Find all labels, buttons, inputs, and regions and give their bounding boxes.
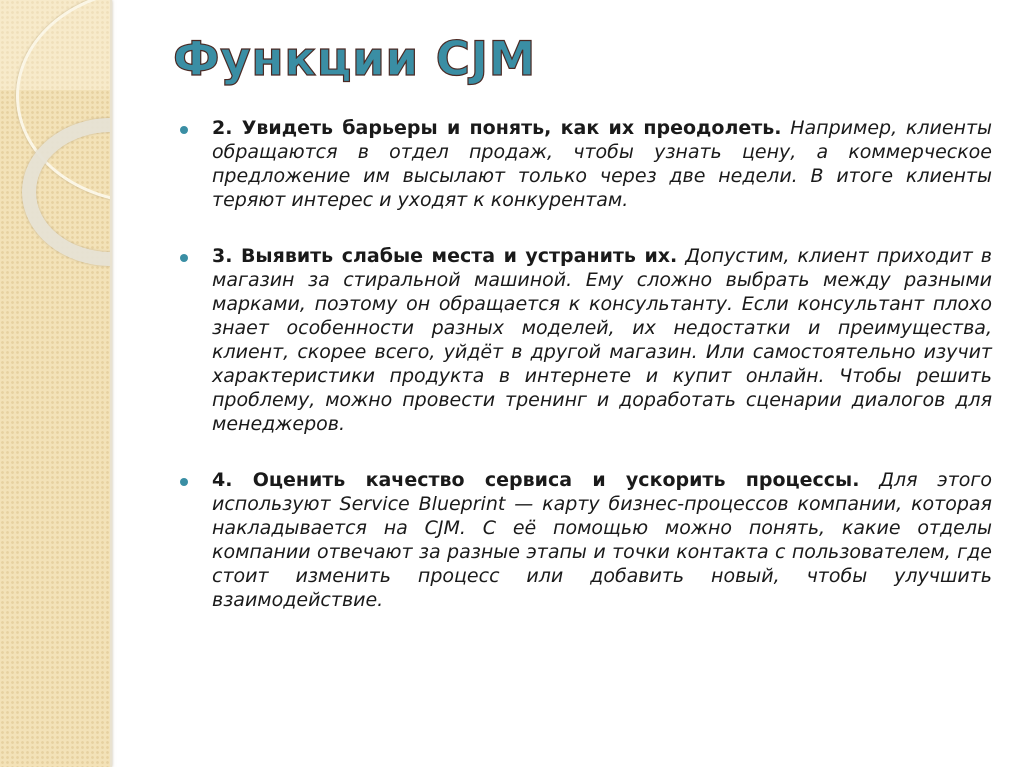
- bullet-list: [180, 116, 992, 644]
- item-heading: 3. Выявить слабые места и устранить их.: [212, 245, 678, 267]
- list-item: [180, 468, 992, 612]
- bullet-dot-icon: [180, 478, 188, 486]
- list-item-paragraph: [212, 468, 992, 612]
- panel-divider: [110, 0, 112, 767]
- bullet-dot-icon: [180, 254, 188, 262]
- bullet-dot-icon: [180, 126, 188, 134]
- list-item: [180, 116, 992, 212]
- list-item-paragraph: [212, 116, 992, 212]
- item-body: Например, клиенты обращаются в отдел продаж, чтобы узнать цену, а коммерческое предложение им высылают только через две недели. В итоге клиенты теряют интерес и уходят к конкурентам.: [212, 117, 993, 211]
- item-heading: 4. Оценить качество сервиса и ускорить процессы.: [212, 469, 860, 491]
- slide-title: Функции CJM: [173, 32, 536, 87]
- list-item-paragraph: [212, 244, 992, 436]
- item-body: Допустим, клиент приходит в магазин за стиральной машиной. Ему сложно выбрать между разными марками, поэтому он обращается к консультанту. Если консультант плохо знает особенности разных моделей, их недостатки и преимущества, клиент, скорее всего, уйдёт в другой магазин. Или самостоятельно изучит характеристики продукта в интернете и купит онлайн. Чтобы решить проблему, можно провести тренинг и доработать сценарии диалогов для менеджеров.: [212, 245, 992, 435]
- item-body: Для этого используют Service Blueprint — карту бизнес-процессов компании, которая накладывается на CJM. С её помощью можно понять, какие отделы компании отвечают за разные этапы и точки контакта с пользователем, где стоит изменить процесс или добавить новый, чтобы улучшить взаимодействие.: [212, 469, 992, 611]
- list-item: [180, 244, 992, 436]
- decorative-side-panel: [0, 0, 110, 767]
- item-heading: 2. Увидеть барьеры и понять, как их преодолеть.: [212, 117, 782, 139]
